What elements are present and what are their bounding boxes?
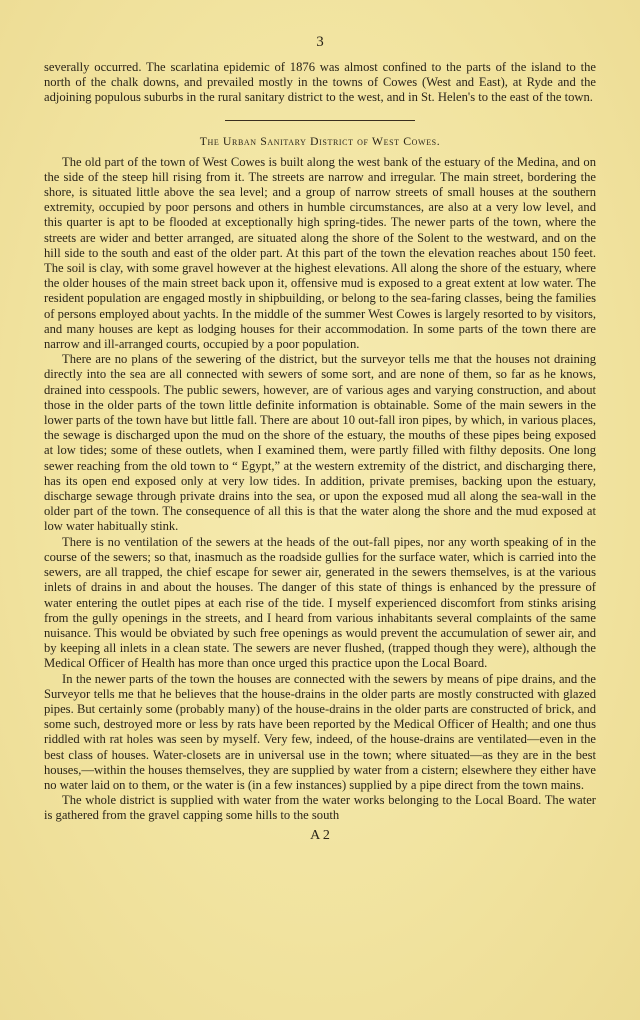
section-heading	[44, 134, 596, 149]
section-heading-text: The Urban Sanitary District of West Cowes.	[199, 133, 441, 148]
section-divider	[225, 120, 415, 121]
body-paragraph: There are no plans of the sewering of the district, but the surveyor tells me that the houses not draining directly into the sea are all connected with sewers of some sort, and are none of them, so far as he knows, drained into cesspools. The public sewers, however, are of various ages and varying construction, and about those in the older parts of the town little definite information is obtainable. Some of the main sewers in the lower parts of the town have but little fall. There are about 10 out-fall iron pipes, by which, in various places, the sewage is discharged upon the mud on the shore of the estuary, the mouths of these pipes being exposed at low tides; some of these outlets, when I examined them, were partly filled with filthy deposits. One long sewer reaching from the old town to “ Egypt,” at the western extremity of the district, and discharging there, has its open end exposed only at very low tides. In addition, private premises, backing upon the estuary, discharge sewage through private drains into the sea, or upon the exposed mud all along the sea-wall in the older part of the town. The consequence of all this is that the water along the shore and the mud exposed at low water habitually stink.	[44, 352, 596, 534]
body-paragraph: There is no ventilation of the sewers at the heads of the out-fall pipes, nor any worth speaking of in the course of the sewers; so that, inasmuch as the roadside gullies for the surface water, which is carried into the sewers, are all trapped, the chief escape for sewer air, generated in the sewers themselves, is at the various inlets of drains in and about the houses. The danger of this state of things is enhanced by the pressure of water entering the outlet pipes at each rise of the tide. I myself experienced discomfort from stinks arising from the gully openings in the streets, and I heard from various inhabitants several complaints of the same nuisance. This would be obviated by such free openings as would prevent the accumulation of sewer air, and by keeping all inlets in a clean state. The sewers are never flushed, (trapped though they were), although the Medical Officer of Health has more than once urged this practice upon the Local Board.	[44, 534, 596, 671]
signature-mark: A 2	[310, 827, 330, 843]
page-number: 3	[316, 34, 324, 50]
body-paragraph: In the newer parts of the town the houses are connected with the sewers by means of pipe drains, and the Surveyor tells me that he believes that the house-drains in the older parts are mostly constructed with glazed pipes. But certainly some (probably many) of the house-drains in the older parts are constructed of brick, and some such, destroyed more or less by rats have been reported by the Medical Officer of Health; and one thus riddled with rat holes was seen by myself. Very few, indeed, of the house-drains are ventilated—even in the best class of houses. Water-closets are in universal use in the town; where situated—as they are in the best houses,—within the houses themselves, they are supplied by water from a cistern; elsewhere they either have no water laid on to them, or the water is (in a few instances) supplied by a pipe direct from the town mains.	[44, 671, 596, 792]
intro-paragraph: severally occurred. The scarlatina epidemic of 1876 was almost confined to the parts of the island to the north of the chalk downs, and prevailed mostly in the towns of Cowes (West and East), at Ryde and the adjoining populous suburbs in the rural sanitary district to the west, and in St. Helen's to the east of the town.	[44, 60, 596, 105]
body-paragraph: The whole district is supplied with water from the water works belonging to the Local Board. The water is gathered from the gravel capping some hills to the south	[44, 793, 596, 823]
body-paragraph: The old part of the town of West Cowes is built along the west bank of the estuary of the Medina, and on the side of the steep hill rising from it. The streets are narrow and irregular. The main street, bordering the shore, is situated little above the sea level; and a group of narrow streets of small houses at the southern extremity, occupied by poor persons and others in humble circumstances, are also at a very low level, and this quarter is apt to be flooded at exceptionally high spring-tides. The newer parts of the town, where the streets are wider and better arranged, are situated along the shore of the Solent to the westward, and on the hill side to the south and east of the older part. At this part of the town the elevation reaches about 150 feet. The soil is clay, with some gravel however at the highest elevations. All along the shore of the estuary, where the older houses of the main street back upon it, offensive mud is exposed to a great extent at low water. The resident population are engaged mostly in shipbuilding, or belong to the sea-faring classes, being the families of persons employed about yachts. In the middle of the summer West Cowes is largely resorted to by visitors, and many houses are kept as lodging houses for their accommodation. In some parts of the town there are narrow and ill-arranged courts, occupied by a poor population.	[44, 154, 596, 352]
